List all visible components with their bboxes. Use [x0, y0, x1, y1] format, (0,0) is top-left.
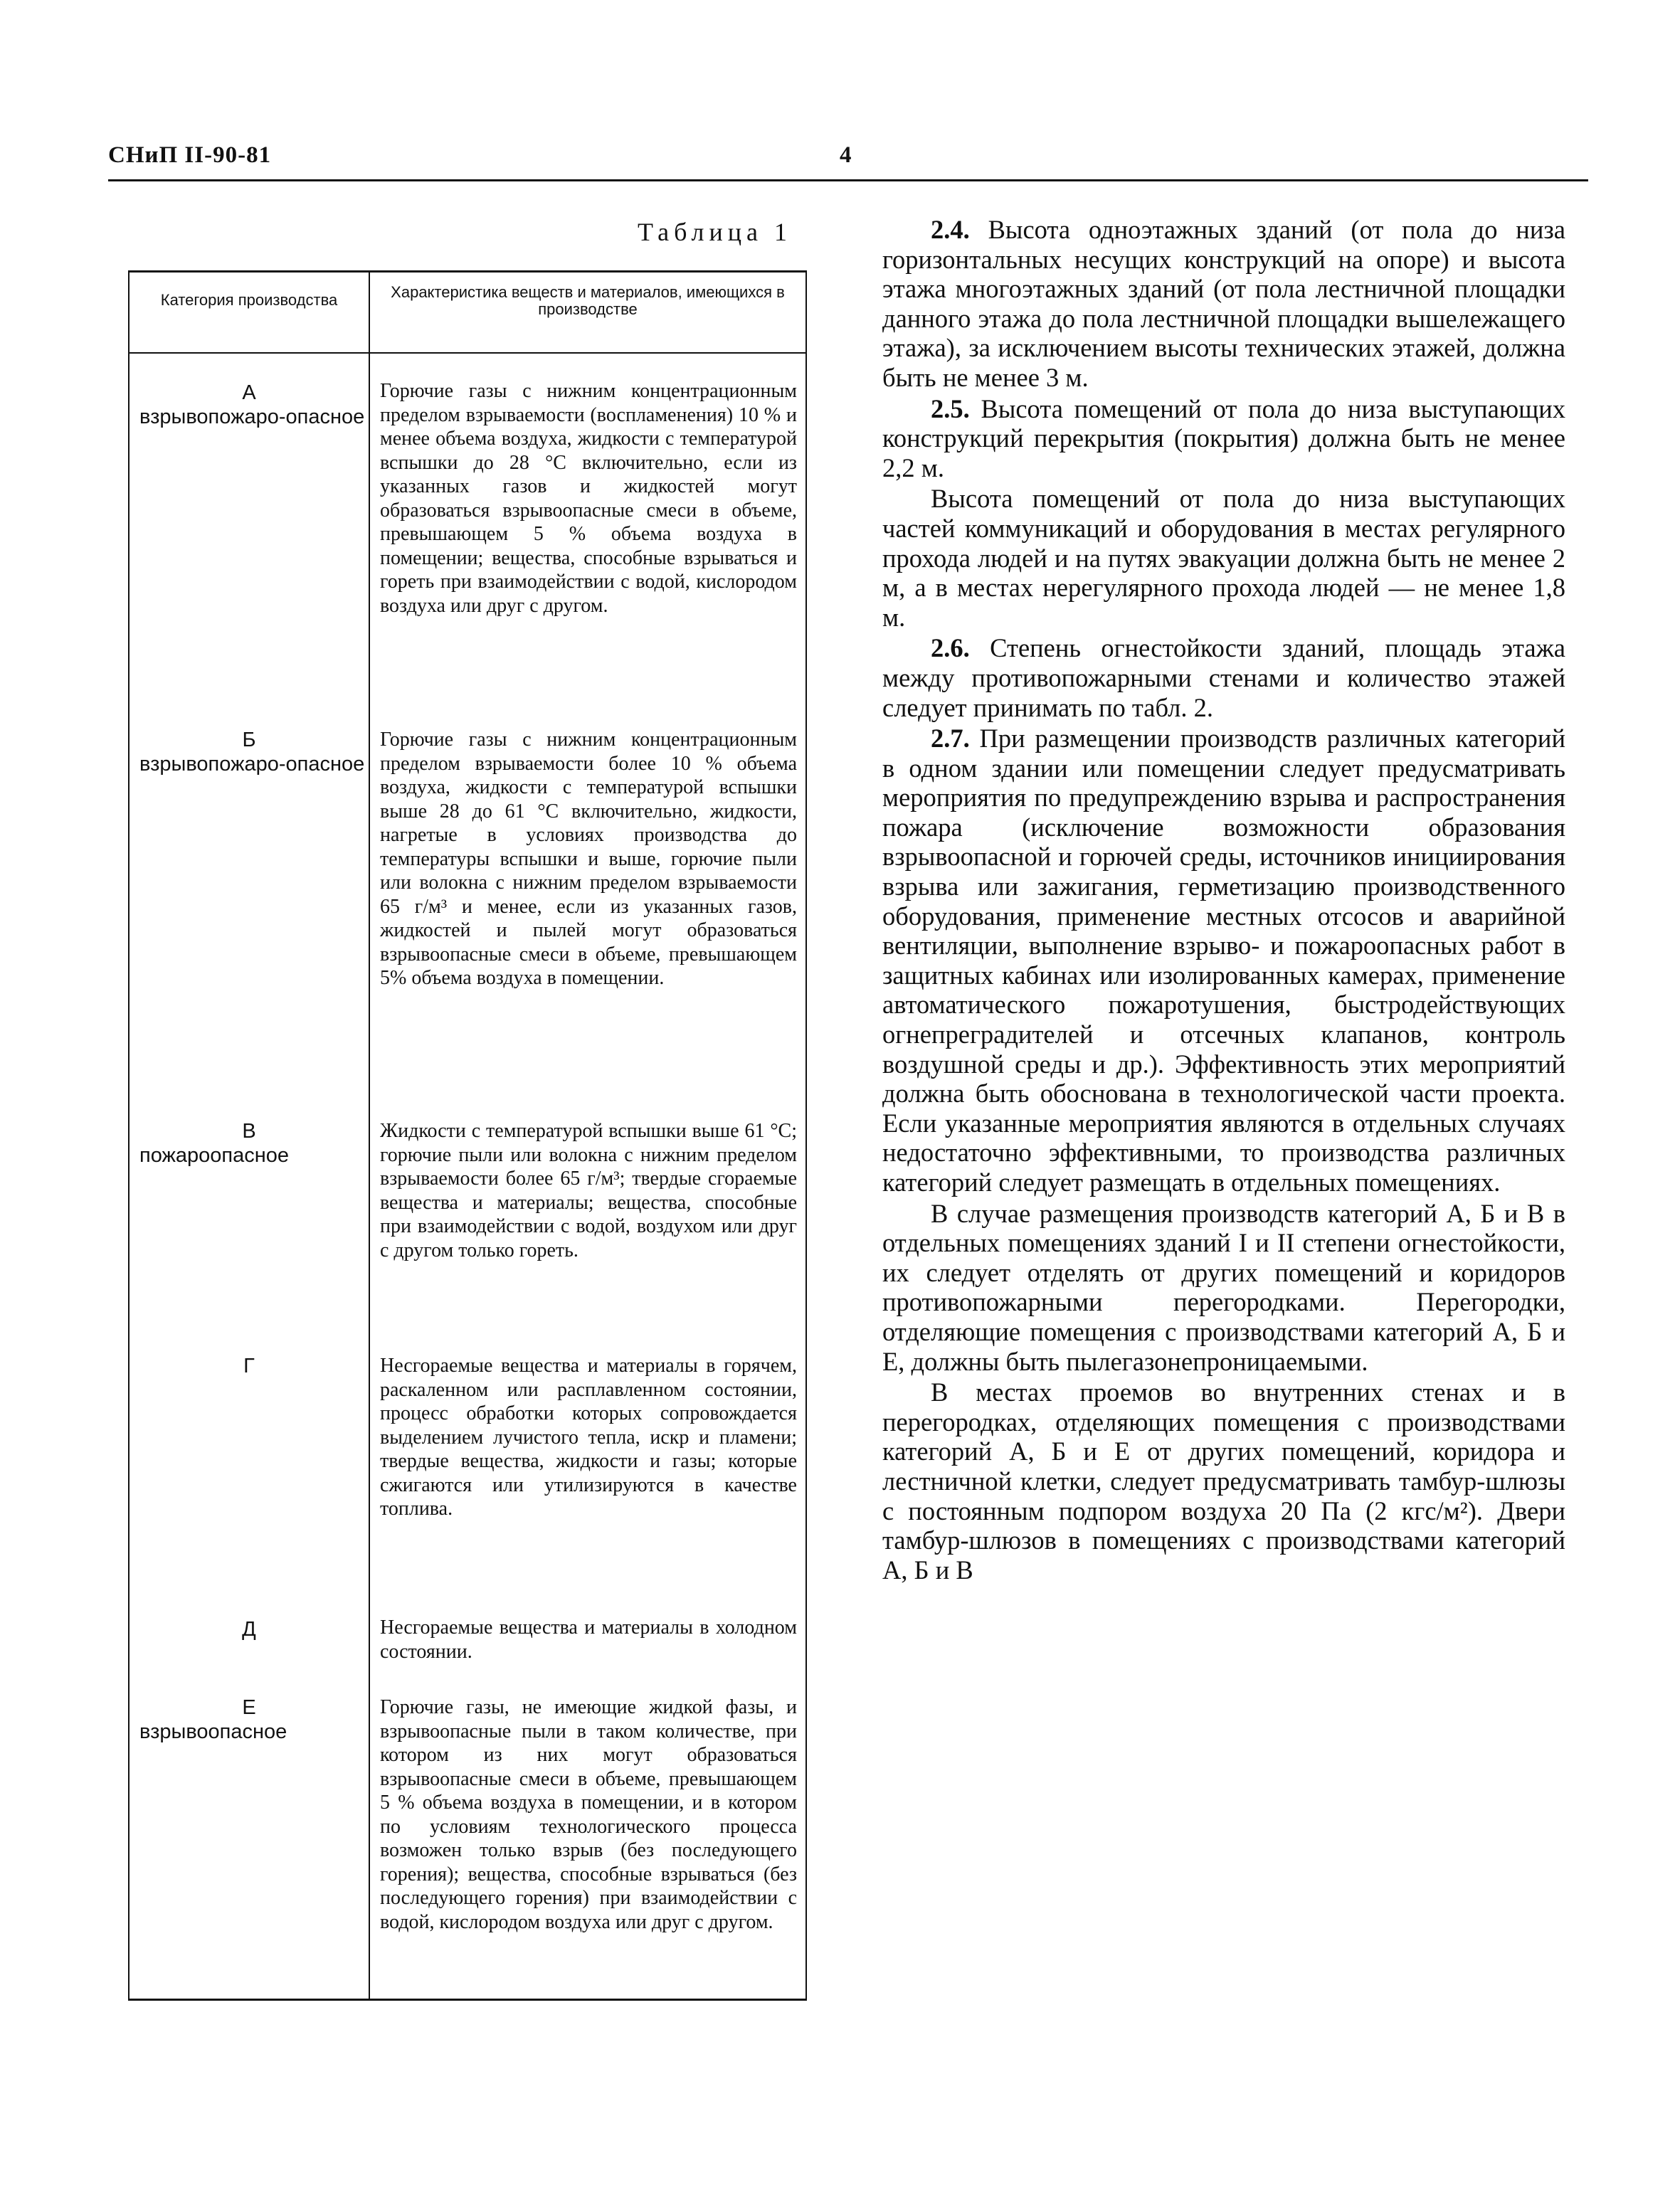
category-letter: В: [242, 1120, 256, 1143]
category-a: [130, 381, 369, 429]
category-table: [128, 270, 807, 2001]
clause-paragraph: [882, 724, 1565, 1197]
page-number: 4: [840, 142, 852, 168]
category-subtitle: взрывопожаро-опасное: [139, 406, 365, 428]
category-subtitle: взрывопожаро-опасное: [139, 753, 365, 776]
clause-paragraph: [882, 215, 1565, 393]
clause-text: Высота помещений от пола до низа выступающих конструкций перекрытия (покрытия) должна быть не менее 2,2 м.: [882, 393, 1565, 482]
table-header-row: [130, 273, 805, 354]
clause-paragraph: [882, 1199, 1565, 1377]
clause-paragraph: [882, 484, 1565, 632]
category-g: [130, 1354, 369, 1378]
clause-number: 2.7.: [931, 724, 970, 753]
category-letter: Г: [243, 1355, 255, 1377]
clause-text: В случае размещения производств категорий А, Б и В в отдельных помещениях зданий I и II степени огнестойкости, их следует отделять от других помещений и коридоров противопожарными перегородками. Перегородки, отделяющие помещения с производствами категорий А, Б и Е, должны быть пылегазонепроницаемыми.: [882, 1198, 1565, 1376]
category-letter: Д: [242, 1618, 256, 1641]
category-e: [130, 1695, 369, 1744]
header-category: Категория производства: [160, 291, 338, 309]
characteristic-v: Жидкости с температурой вспышки выше 61 °С; горючие пыли или волокна с нижним пределом взрываемости более 65 г/м³; твердые сгораемые вещества и материалы; вещества, способные при взаимодействии с водой, воздухом или друг с другом только гореть.: [380, 1120, 797, 1261]
clause-number: 2.5.: [931, 393, 970, 423]
category-letter: Б: [242, 729, 256, 751]
clause-text: В местах проемов во внутренних стенах и в перегородках, отделяющих помещения с производствами категорий А, Б и Е от других помещений, коридора и лестничной клетки, следует предусматривать тамбур-шлюзы с постоянным подпором воздуха 20 Па (2 кгс/м²). Двери тамбур-шлюзов в помещениях с производствами категорий А, Б и В: [882, 1377, 1565, 1584]
category-subtitle: пожароопасное: [139, 1144, 290, 1167]
category-letter: А: [242, 381, 256, 404]
column-divider: [369, 273, 370, 1999]
page-header: [108, 137, 1588, 181]
category-subtitle: взрывоопасное: [139, 1720, 287, 1743]
clause-paragraph: [882, 633, 1565, 722]
clause-number: 2.4.: [931, 215, 970, 244]
document-code: СНиП II-90-81: [108, 142, 272, 168]
category-d: [130, 1617, 369, 1641]
characteristic-b: Горючие газы с нижним концентрационным пределом взрываемости более 10 % объема воздуха, жидкости с температурой вспышки выше 28 до 61 °С включительно, жидкости, нагретые в условиях производства до температуры вспышки и выше, горючие пыли или волокна с нижним пределом взрываемости 65 г/м³ и менее, если из указанных газов, жидкостей и пылей могут образоваться взрывоопасные смеси в объеме, превышающем 5% объема воздуха в помещении.: [380, 729, 797, 989]
clause-text: Высота одноэтажных зданий (от пола до низа горизонтальных несущих конструкций на опоре) и высота этажа многоэтажных зданий (от пола лестничной площадки данного этажа до пола лестничной площадки вышележащего этажа), за исключением высоты технических этажей, должна быть не менее 3 м.: [882, 215, 1565, 392]
clause-text: При размещении производств различных категорий в одном здании или помещении следует предусматривать мероприятия по предупреждению взрыва и распространения пожара (исключение возможности образования взрывоопасной и горючей среды, источников инициирования взрыва или зажигания, герметизацию производственного оборудования, применение местных отсосов и аварийной вентиляции, выполнение взрыво- и пожароопасных работ в защитных кабинах или изолированных камерах, применение автоматического пожаротушения, быстродействующих огнепреградителей и отсечных клапанов, контроль воздушной среды и др.). Эффективность этих мероприятий должна быть обоснована в технологической части проекта. Если указанные мероприятия являются в отдельных случаях недостаточно эффективными, то производства различных категорий следует размещать в отдельных помещениях.: [882, 724, 1566, 1197]
clause-paragraph: [882, 394, 1565, 483]
table-caption: Таблица 1: [638, 218, 792, 246]
characteristic-d: Несгораемые вещества и материалы в холодном состоянии.: [380, 1617, 797, 1663]
characteristic-e: Горючие газы, не имеющие жидкой фазы, и взрывоопасные пыли в таком количестве, при котором из них могут образоваться взрывоопасные смеси в объеме, превышающем 5 % объема воздуха в помещении, и в котором по условиям технологического процесса возможен только взрыв (без последующего горения); вещества, способные взрываться (без последующего горения) при взаимодействии с водой, кислородом воздуха или друг с другом.: [380, 1696, 797, 1933]
clause-text: Степень огнестойкости зданий, площадь этажа между противопожарными стенами и количество этажей следует принимать по табл. 2.: [882, 633, 1565, 722]
header-characteristic: Характеристика веществ и материалов, имеющихся в производстве: [391, 283, 785, 318]
category-v: [130, 1119, 369, 1168]
characteristic-a: Горючие газы с нижним концентрационным пределом взрываемости (воспламенения) 10 % и менее объема воздуха, жидкости с температурой вспышки до 28 °С включительно, если из указанных газов и жидкостей могут образоваться взрывоопасные смеси в объеме, превышающем 5 % объема воздуха в помещении; вещества, способные взрываться и гореть при взаимодействии с водой, кислородом воздуха или друг с другом.: [380, 380, 797, 617]
clause-paragraph: [882, 1377, 1565, 1584]
characteristic-g: Несгораемые вещества и материалы в горячем, раскаленном или расплавленном состоянии, процесс обработки которых сопровождается выделением лучистого тепла, искр и пламени; твердые вещества, жидкости и газы; которые сжигаются или утилизируются в качестве топлива.: [380, 1355, 797, 1520]
clauses-column: [882, 215, 1565, 1586]
clause-number: 2.6.: [931, 633, 970, 663]
clause-text: Высота помещений от пола до низа выступающих частей коммуникаций и оборудования в местах регулярного прохода людей и на путях эвакуации должна быть не менее 2 м, а в местах нерегулярного прохода людей — не менее 1,8 м.: [882, 484, 1565, 632]
category-b: [130, 728, 369, 776]
category-letter: Е: [242, 1696, 256, 1719]
